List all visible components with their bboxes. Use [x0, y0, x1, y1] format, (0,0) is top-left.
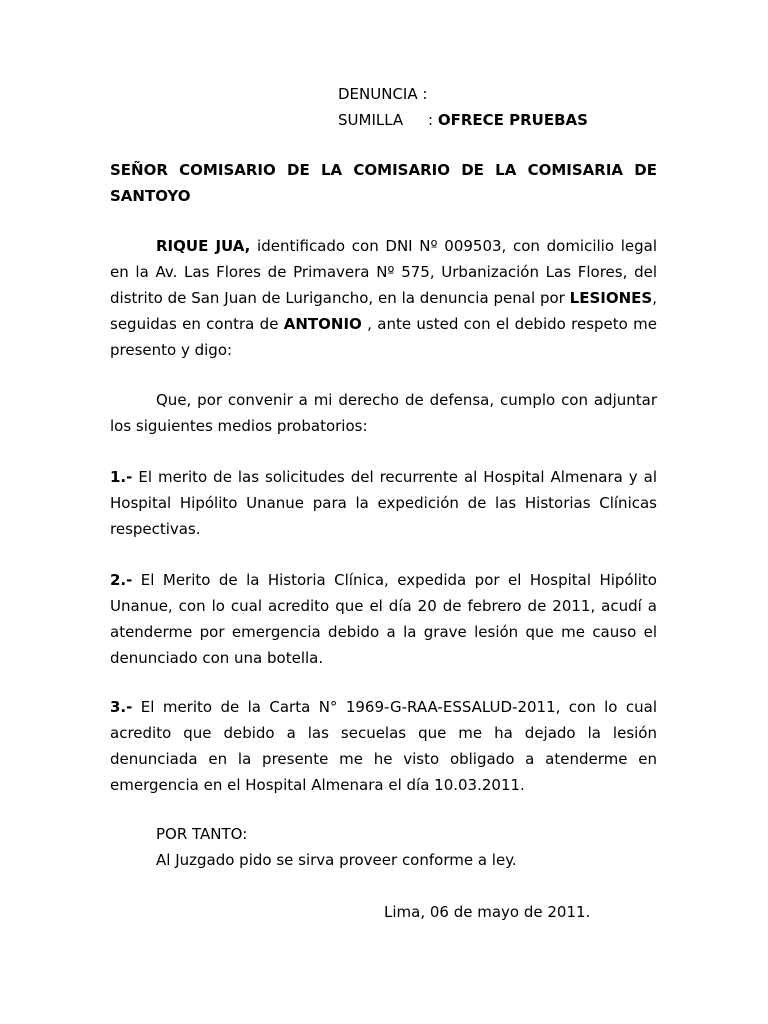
item-number: 2.-: [110, 571, 133, 589]
statement-text: Que, por convenir a mi derecho de defensa, cumplo con adjuntar los siguientes medios probatorios:: [110, 391, 657, 435]
accused-name: ANTONIO: [283, 315, 362, 333]
evidence-item-3: [110, 694, 657, 798]
closing-request: Al Juzgado pido se sirva proveer conforme a ley.: [156, 851, 517, 869]
statement-paragraph: [110, 387, 657, 439]
closing-block: [156, 821, 517, 873]
addressee-block: [110, 157, 657, 209]
sumilla-value: OFRECE PRUEBAS: [437, 111, 588, 129]
sumilla-line: [338, 111, 588, 129]
evidence-item-1: [110, 464, 657, 542]
item-number: 1.-: [110, 468, 133, 486]
item-text: El merito de la Carta N° 1969-G-RAA-ESSALUD-2011, con lo cual acredito que debido a las secuelas que me ha dejado la lesión denunciada en la presente me he visto obligado a atenderme en emergencia en el Hospital Almenara el día 10.03.2011.: [110, 698, 657, 794]
petitioner-name: RIQUE JUA,: [156, 237, 251, 255]
item-number: 3.-: [110, 698, 133, 716]
intro-text-3: , ante usted con el debido respeto me presento y digo:: [110, 315, 658, 359]
evidence-item-2: [110, 567, 657, 671]
denuncia-line: [338, 85, 427, 103]
sumilla-label: SUMILLA: [338, 111, 404, 129]
place-date: Lima, 06 de mayo de 2011.: [384, 903, 591, 921]
sumilla-separator: :: [428, 111, 438, 129]
item-text: El merito de las solicitudes del recurrente al Hospital Almenara y al Hospital Hipólito Unanue para la expedición de las Historias Clínicas respectivas.: [110, 468, 657, 538]
intro-text-1: identificado con DNI Nº 009503, con domicilio legal en la Av. Las Flores de Primavera Nº 575, Urbanización Las Flores, del distrito de San Juan de Lurigancho, en la denuncia penal por: [110, 237, 657, 307]
addressee: SEÑOR COMISARIO DE LA COMISARIO DE LA COMISARIA DE SANTOYO: [110, 161, 657, 205]
intro-text-2: , seguidas en contra de: [110, 289, 657, 333]
por-tanto-label: POR TANTO:: [156, 825, 248, 843]
crime-name: LESIONES: [569, 289, 653, 307]
denuncia-label: DENUNCIA :: [338, 85, 428, 103]
intro-paragraph: [110, 233, 657, 363]
item-text: El Merito de la Historia Clínica, expedida por el Hospital Hipólito Unanue, con lo cual acredito que el día 20 de febrero de 2011, acudí a atenderme por emergencia debido a la grave lesión que me causo el denunciado con una botella.: [110, 571, 657, 667]
